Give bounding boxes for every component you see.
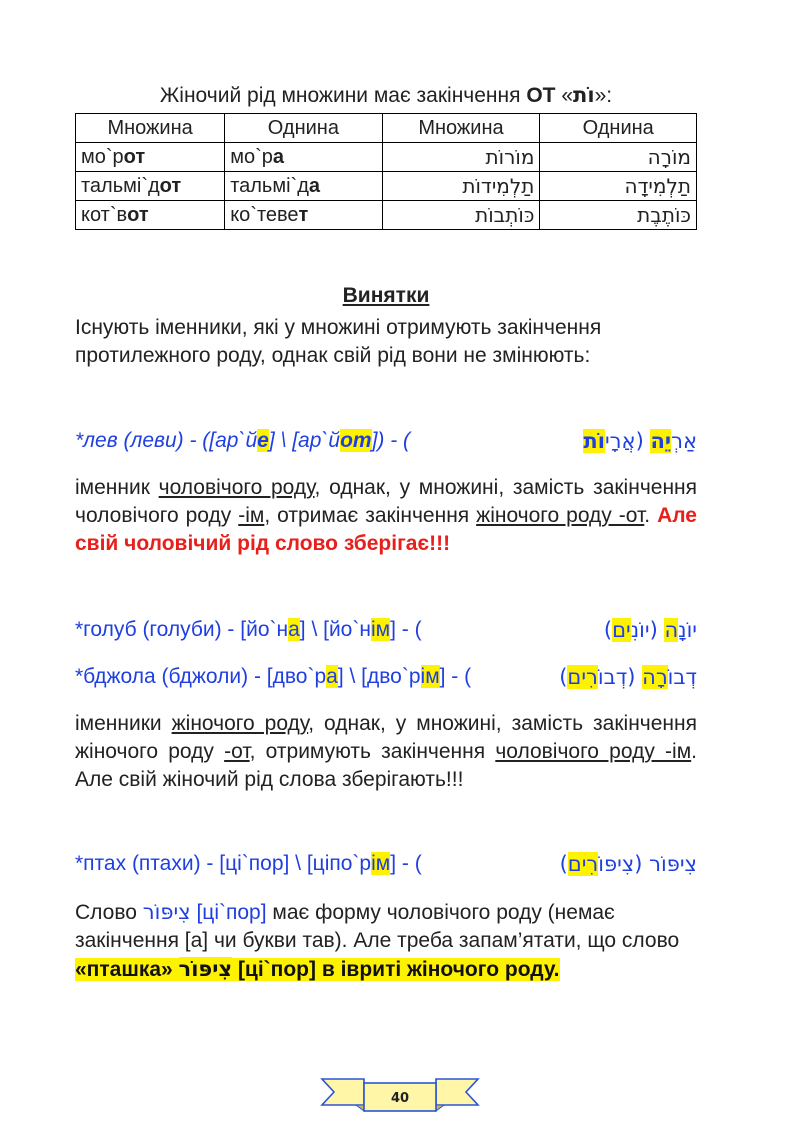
hebrew-dove: יוֹנָה (יוֹנִים) (603, 618, 697, 642)
singular-ukr-cell: ко`тевет (225, 201, 382, 230)
plural-forms-table (75, 113, 697, 230)
page-number-ribbon (320, 1075, 480, 1115)
table-row (76, 172, 697, 201)
page-number: 40 (390, 1091, 410, 1106)
hebrew-lion: אַרְיֵה (אֲרָיוֹת (583, 429, 697, 453)
plural-ukr-cell: тальмі`дот (76, 172, 225, 201)
example-bee: *бджола (бджоли) - [дво`ра] \ [дво`рім] - ( דְבוֹרָה (דְבוֹרִים) (75, 665, 697, 689)
singular-ukr-cell: тальмі`да (225, 172, 382, 201)
feminine-exception-paragraph: іменники жіночого роду, однак, у множині, замість закінчення жіночого роду -от, отримують закінчення чоловічого роду -ім. Але свій жіночий рід слова зберігають!!! (75, 712, 697, 791)
header-singular-ukr: Однина (225, 114, 382, 143)
table-row (76, 201, 697, 230)
header-plural-heb: Множина (382, 114, 540, 143)
example-bird: *птах (птахи) - [ці`пор] \ [ціпо`рім] - ( צִיפּוֹר (צִיפּוֹרִים) (75, 852, 697, 876)
plural-ukr-cell: мо`рот (76, 143, 225, 172)
plural-ukr-cell: кот`вот (76, 201, 225, 230)
ribbon-icon (320, 1075, 480, 1115)
table-caption: Жіночий рід множини має закінчення ОТ «וֹת»: (159, 83, 613, 107)
header-plural-ukr: Множина (76, 114, 225, 143)
example-dove: *голуб (голуби) - [йо`на] \ [йо`нім] - ( יוֹנָה (יוֹנִים) (75, 618, 697, 642)
bird-note-paragraph: Слово צִיפּוֹר [ці`пор] має форму чоловічого роду (немає закінчення [а] чи букви тав). Але треба запам’ятати, що слово «пташка» צִיפּוֹר [ці`пор] в івриті жіночого роду. (75, 900, 680, 981)
plural-heb-cell: מוֹרוֹת (382, 143, 540, 172)
plural-heb-cell: כּוֹתְבוֹת (382, 201, 540, 230)
intro-paragraph: Існують іменники, які у множині отримують закінчення протилежного роду, однак свій рід вони не змінюють: (75, 316, 602, 367)
singular-heb-cell: כּוֹתֶבֶת (540, 201, 697, 230)
masculine-exception-paragraph: іменник чоловічого роду, однак, у множині, замість закінчення чоловічого роду -ім, отримає закінчення жіночого роду -от. Але свій чоловічий рід слово зберігає!!! (75, 476, 698, 555)
singular-ukr-cell: мо`ра (225, 143, 382, 172)
hebrew-bee: דְבוֹרָה (דְבוֹרִים) (559, 665, 697, 689)
example-lion: *лев (леви) - ([ар`йе] \ [ар`йот]) - ( אַרְיֵה (אֲרָיוֹת (75, 429, 697, 453)
hebrew-bird: צִיפּוֹר (צִיפּוֹרִים) (559, 852, 697, 876)
table-header-row (76, 114, 697, 143)
section-heading: Винятки (342, 284, 430, 307)
table-row (76, 143, 697, 172)
header-singular-heb: Однина (540, 114, 697, 143)
singular-heb-cell: מוֹרָה (540, 143, 697, 172)
singular-heb-cell: תַלְמִידָה (540, 172, 697, 201)
plural-heb-cell: תַלְמִידוֹת (382, 172, 540, 201)
